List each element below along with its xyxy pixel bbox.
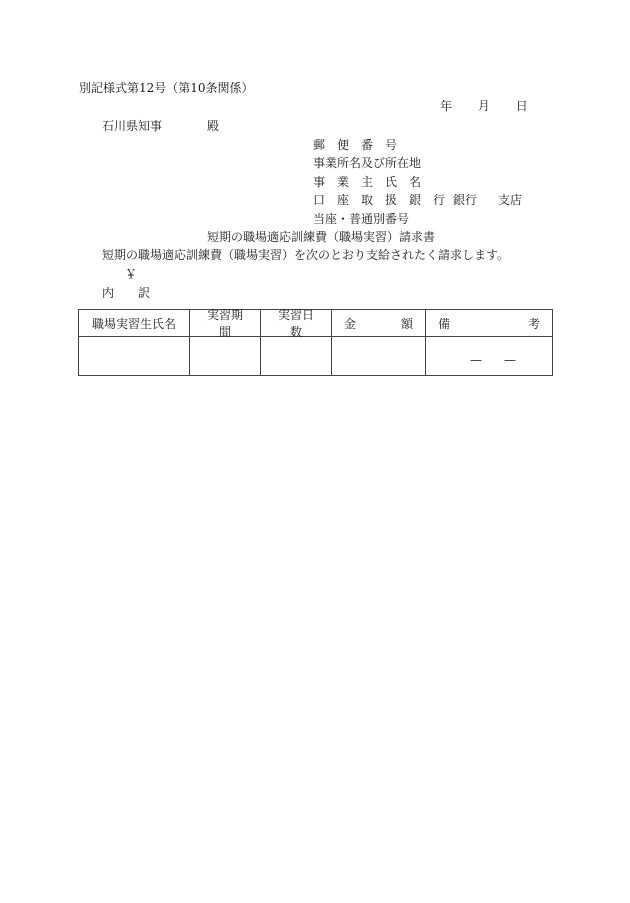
cell-trainee-name	[79, 337, 190, 376]
header-remarks	[426, 310, 553, 337]
header-period: 実習期間	[190, 310, 261, 337]
remarks-dash: —	[470, 353, 482, 367]
branch-suffix: 支店	[498, 193, 523, 207]
form-number: 別記様式第12号（第10条関係）	[79, 81, 254, 95]
date-line	[440, 98, 528, 114]
date-year: 年	[440, 99, 453, 113]
remarks-dash: —	[504, 353, 516, 367]
header-remarks-char2: 考	[527, 316, 540, 331]
date-day: 日	[515, 99, 528, 113]
cell-amount	[332, 337, 426, 376]
header-remarks-char1: 備	[438, 316, 451, 331]
table-header-row	[79, 310, 553, 337]
cell-remarks	[426, 337, 553, 376]
header-trainee-name: 職場実習生氏名	[79, 310, 190, 337]
field-postal-code: 郵 便 番 号	[313, 138, 398, 152]
bank-suffix: 銀行	[453, 193, 478, 207]
cell-days	[261, 337, 332, 376]
breakdown-table	[78, 309, 553, 376]
field-owner: 事 業 主 氏 名	[313, 175, 422, 189]
header-amount-char1: 金	[344, 316, 357, 331]
addressee-name: 石川県知事	[102, 119, 163, 133]
request-statement: 短期の職場適応訓練費（職場実習）を次のとおり支給されたく請求します。	[102, 248, 510, 262]
cell-period	[190, 337, 261, 376]
header-amount-char2: 額	[400, 316, 413, 331]
document-title: 短期の職場適応訓練費（職場実習）請求書	[207, 230, 436, 244]
yen-symbol: ￥	[125, 267, 138, 281]
field-bank: 口 座 取 扱 銀 行	[313, 193, 446, 207]
header-days: 実習日数	[261, 310, 332, 337]
table-row	[79, 337, 553, 376]
field-account: 当座・普通別番号	[313, 212, 410, 226]
breakdown-label: 内 訳	[102, 286, 151, 300]
field-office: 事業所名及び所在地	[313, 156, 422, 170]
date-month: 月	[477, 99, 490, 113]
addressee-honorific: 殿	[207, 119, 220, 133]
header-amount	[332, 310, 426, 337]
